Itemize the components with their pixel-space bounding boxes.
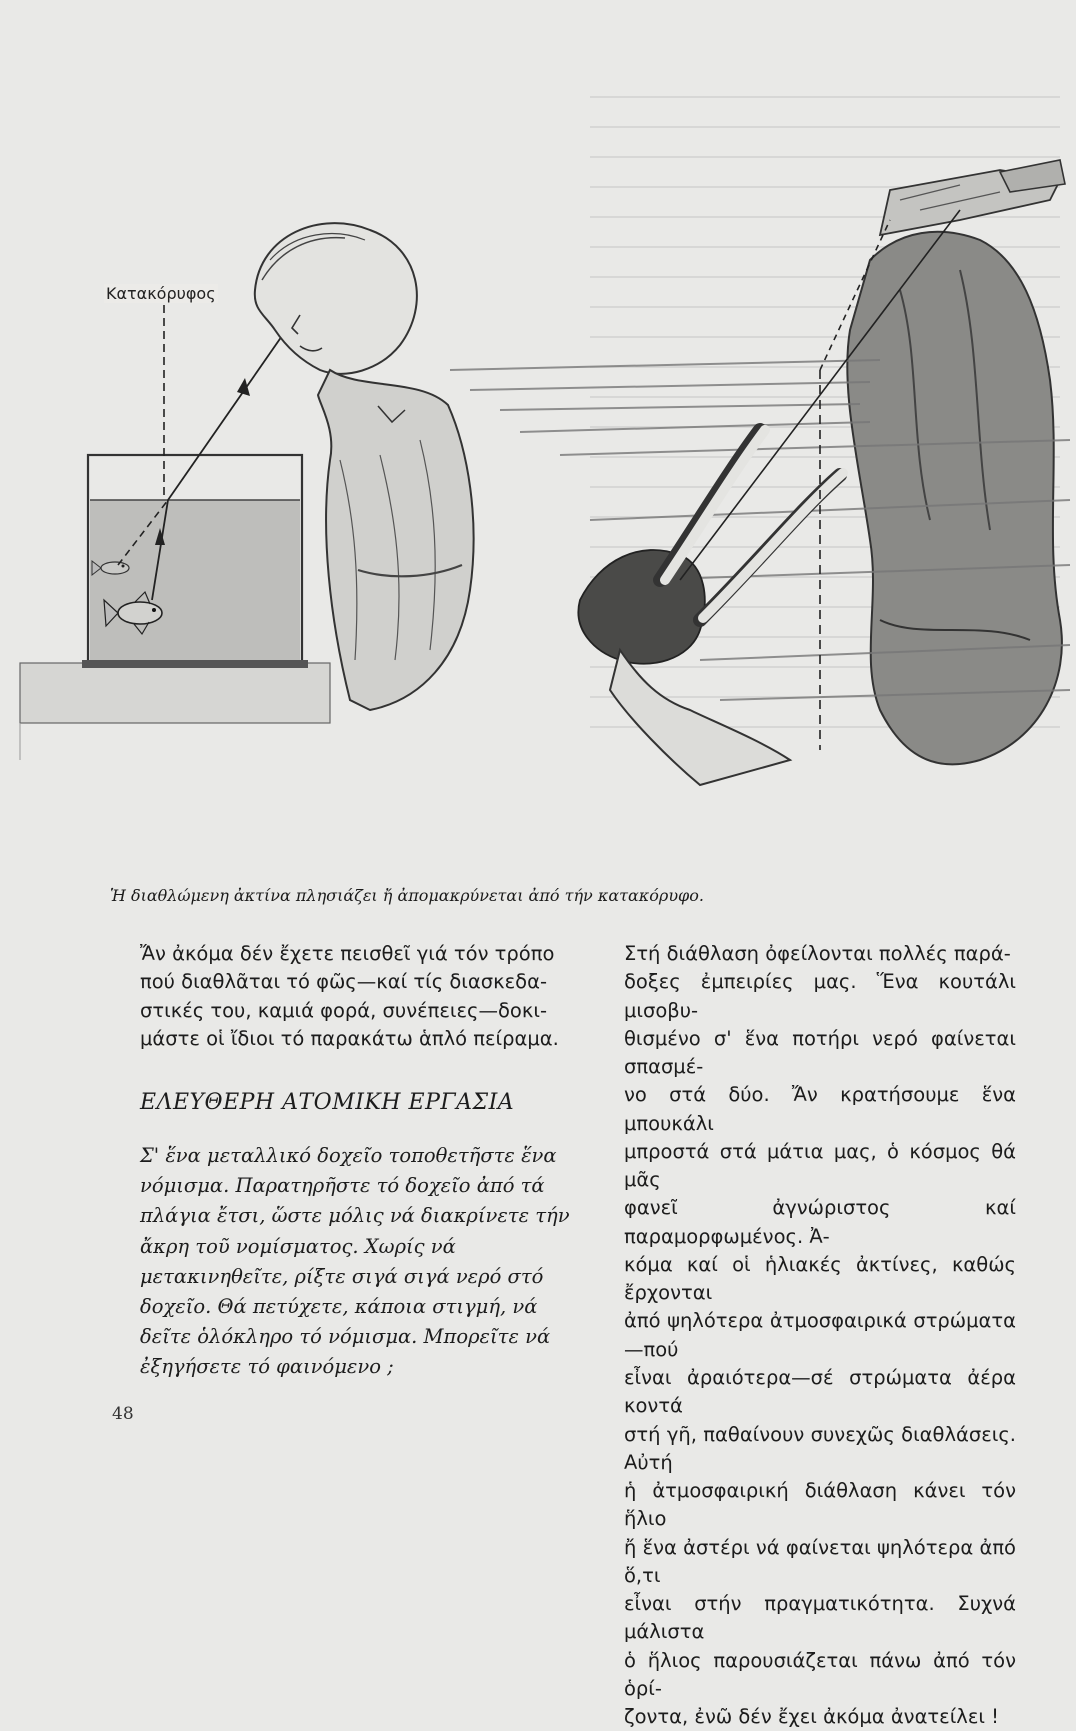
page-number: 48 [112,1404,134,1424]
refraction-illustration [0,60,1076,890]
figure-caption: Ἡ διαθλώμενη ἀκτίνα πλησιάζει ἤ ἀπομακρύνεται ἀπό τήν κατακόρυφο. [110,886,704,905]
refraction-paragraph: Στή διάθλαση ὀφείλονται πολλές παρά- δοξες ἐμπειρίες μας. Ἕνα κουτάλι μισοβυ- θισμένο σ' ἕνα ποτήρι νερό φαίνεται σπασμέ- νο στά δύο. Ἄν κρατήσουμε ἕνα μπουκάλι μπροστά στά μάτια μας, ὁ κόσμος θά μᾶς φανεῖ ἀγνώριστος καί παραμορφωμένος. Ἀ- κόμα καί οἱ ἡλιακές ἀκτίνες, καθώς ἔρχονται ἀπό ψηλότερα ἀτμοσφαιρικά στρώματα—πού εἶναι ἀραιότερα—σέ στρώματα ἀέρα κοντά στή γῆ, παθαίνουν συνεχῶς διαθλάσεις. Αὐτή ἡ ἀτμοσφαιρική διάθλαση κάνει τόν ἥλιο ἤ ἕνα ἀστέρι νά φαίνεται ψηλότερα ἀπό ὅ,τι εἶναι στήν πραγματικότητα. Συχνά μάλιστα ὁ ἥλιος παρουσιάζεται πάνω ἀπό τόν ὁρί- ζοντα, ἐνῶ δέν ἔχει ἀκόμα ἀνατείλει ! [624,942,1016,1729]
right-column [624,940,1016,1731]
shelf [20,663,330,760]
diver-on-cliff [880,160,1065,235]
cliff [847,232,1062,765]
swimmer [578,430,843,785]
intro-paragraph: Ἄν ἀκόμα δέν ἔχετε πεισθεῖ γιά τόν τρόπο πού διαθλᾶται τό φῶς—καί τίς διασκεδα- στικές του, καμιά φορά, συνέπειες—δοκι- μάστε οἱ ἴδιοι τό παρακάτω ἁπλό πείραμα. [140,942,559,1050]
exercise-paragraph: Σ' ἕνα μεταλλικό δοχεῖο τοποθετῆστε ἕνα νόμισμα. Παρατηρῆστε τό δοχεῖο ἀπό τά πλάγια ἔτσι, ὥστε μόλις νά διακρίνετε τήν ἄκρη τοῦ νομίσματος. Χωρίς νά μετακινηθεῖτε, ρίξτε σιγά σιγά νερό στό δοχεῖο. Θά πετύχετε, κάποια στιγμή, νά δεῖτε ὁλόκληρο τό νόμισμα. Μπορεῖτε νά ἐξηγήσετε τό φαινόμενο ; [140,1143,570,1379]
section-heading: ΕΛΕΥΘΕΡΗ ΑΤΟΜΙΚΗ ΕΡΓΑΣΙΑ [140,1090,515,1116]
arrow-up-icon [237,378,250,396]
vertical-label: Κατακόρυφος [106,284,216,303]
left-column [140,940,580,1383]
